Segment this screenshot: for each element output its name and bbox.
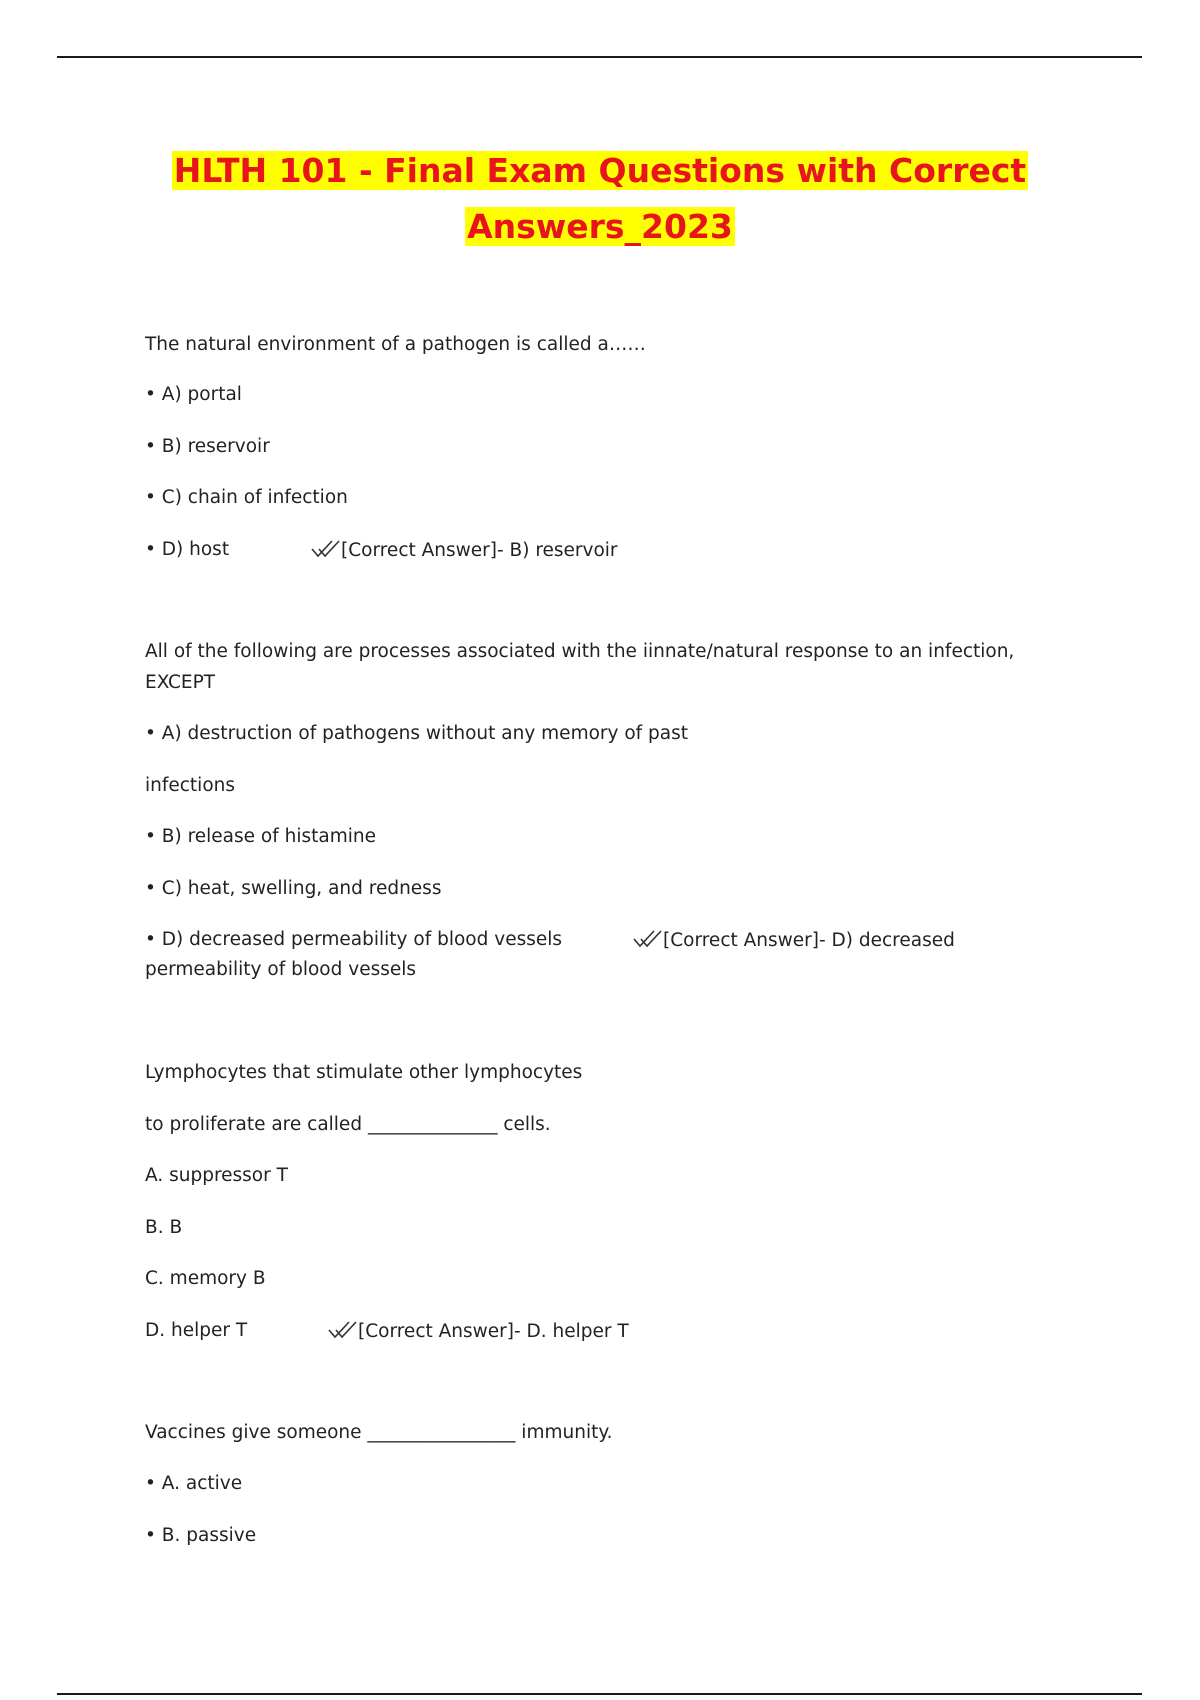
question-1-option-b: • B) reservoir [145, 436, 270, 457]
question-2-option-b: • B) release of histamine [145, 826, 376, 847]
question-4-option-b: • B. passive [145, 1525, 257, 1546]
question-1-answer [310, 538, 618, 563]
page-title-line-1: HLTH 101 - Final Exam Questions with Correct [173, 151, 1027, 190]
question-4-stem: Vaccines give someone ________________ immunity. [145, 1422, 613, 1443]
question-3-stem-line-2: to proliferate are called ______________ cells. [145, 1114, 551, 1135]
question-1-answer-text: [Correct Answer]- B) reservoir [341, 540, 618, 561]
question-3-answer [327, 1319, 629, 1344]
double-check-icon [632, 928, 662, 950]
question-3-option-c: C. memory B [145, 1268, 266, 1289]
question-1-stem: The natural environment of a pathogen is called a…… [145, 334, 646, 355]
question-3-option-a: A. suppressor T [145, 1165, 288, 1186]
double-check-icon [327, 1319, 357, 1341]
question-3-option-d: D. helper T [145, 1320, 248, 1341]
question-3-stem-line-1: Lymphocytes that stimulate other lymphocytes [145, 1062, 583, 1083]
page-title-line-2: Answers_2023 [467, 207, 733, 246]
header-rule [57, 56, 1142, 58]
question-2-answer-text: [Correct Answer]- D) decreased [663, 930, 955, 951]
question-2-stem-line-2: EXCEPT [145, 672, 216, 693]
question-2-answer-cont: permeability of blood vessels [145, 959, 417, 980]
footer-rule [57, 1693, 1142, 1695]
question-1-option-a: • A) portal [145, 384, 242, 405]
question-2-answer [632, 928, 955, 953]
question-1-option-d: • D) host [145, 539, 230, 560]
question-2-option-c: • C) heat, swelling, and redness [145, 878, 442, 899]
question-2-option-a-cont: infections [145, 775, 236, 796]
question-3-option-b: B. B [145, 1217, 183, 1238]
question-1-option-c: • C) chain of infection [145, 487, 348, 508]
double-check-icon [310, 538, 340, 560]
question-2-option-a: • A) destruction of pathogens without any memory of past [145, 723, 689, 744]
question-2-option-d: • D) decreased permeability of blood vessels [145, 929, 563, 950]
question-2-stem-line-1: All of the following are processes associated with the iinnate/natural response to an infection, [145, 641, 1015, 662]
question-3-answer-text: [Correct Answer]- D. helper T [358, 1321, 629, 1342]
question-4-option-a: • A. active [145, 1473, 243, 1494]
